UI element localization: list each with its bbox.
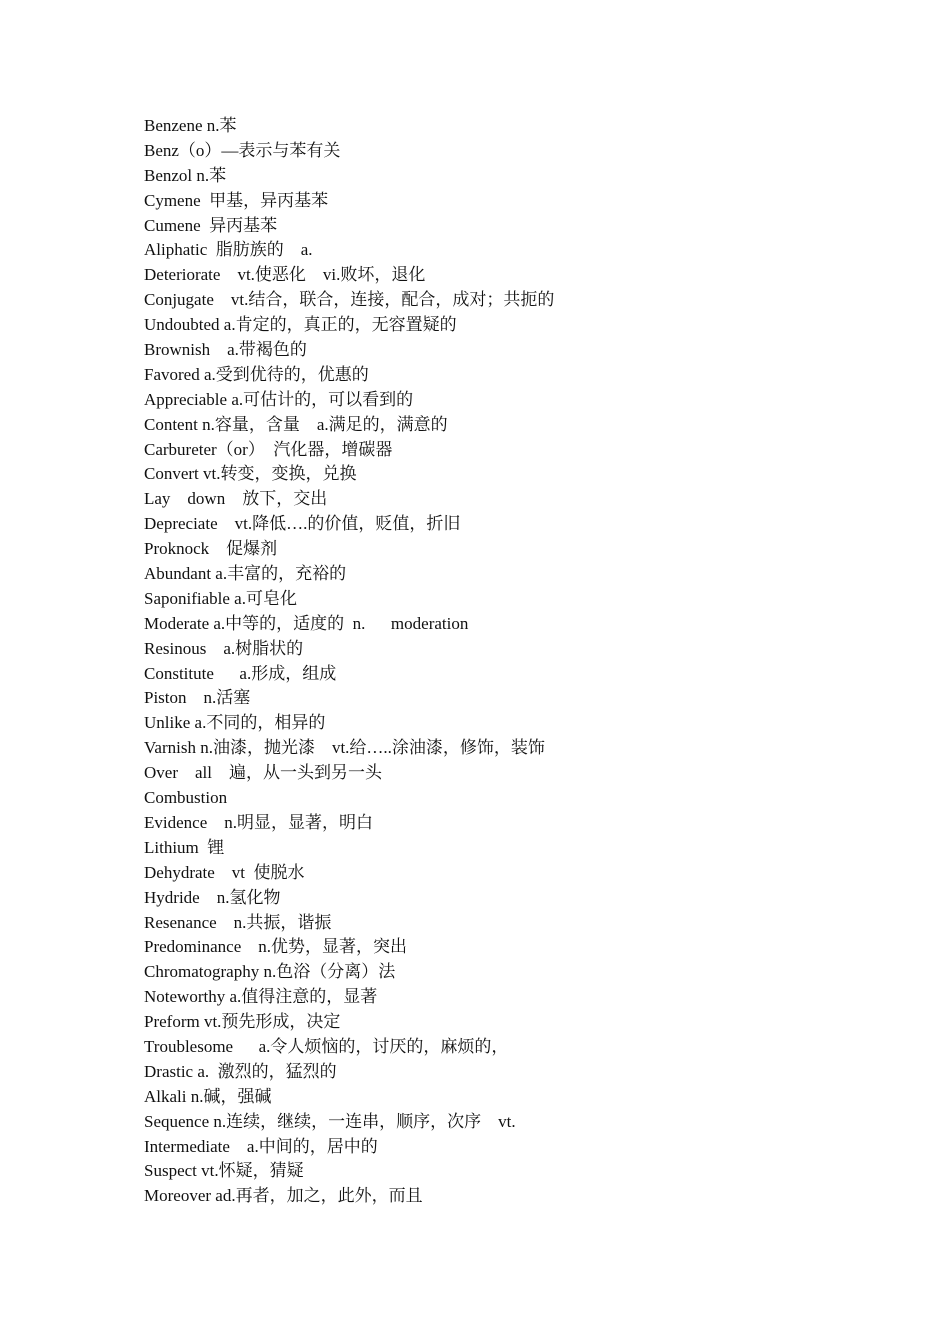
vocabulary-entry: Suspect vt.怀疑，猜疑 bbox=[144, 1161, 304, 1181]
vocabulary-entry: Hydride n.氢化物 bbox=[144, 887, 281, 907]
vocabulary-entry: Moreover ad.再者，加之，此外，而且 bbox=[144, 1186, 423, 1206]
vocabulary-entry: Saponifiable a.可皂化 bbox=[144, 588, 297, 608]
vocabulary-entry: Conjugate vt.结合，联合，连接，配合，成对；共扼的 bbox=[144, 290, 555, 310]
vocabulary-entry: Preform vt.预先形成，决定 bbox=[144, 1012, 341, 1032]
vocabulary-entry: Dehydrate vt 使脱水 bbox=[144, 862, 305, 882]
vocabulary-entry: Lithium 锂 bbox=[144, 837, 225, 857]
vocabulary-entry: Troublesome a.令人烦恼的，讨厌的，麻烦的， bbox=[144, 1036, 509, 1056]
vocabulary-list bbox=[144, 114, 904, 1209]
vocabulary-entry: Resenance n.共振，谐振 bbox=[144, 912, 332, 932]
vocabulary-entry: Cumene 异丙基苯 bbox=[144, 215, 278, 235]
vocabulary-entry: Intermediate a.中间的，居中的 bbox=[144, 1136, 378, 1156]
vocabulary-entry: Benzene n.苯 bbox=[144, 116, 237, 135]
vocabulary-entry: Evidence n.明显，显著，明白 bbox=[144, 812, 373, 832]
vocabulary-entry: Abundant a.丰富的，充裕的 bbox=[144, 564, 347, 584]
vocabulary-entry: Brownish a.带褐色的 bbox=[144, 340, 307, 360]
vocabulary-entry: Favored a.受到优待的，优惠的 bbox=[144, 364, 369, 384]
vocabulary-entry: Sequence n.连续，继续，一连串，顺序，次序 vt. bbox=[144, 1111, 516, 1131]
vocabulary-entry: Undoubted a.肯定的，真正的，无容置疑的 bbox=[144, 315, 457, 335]
vocabulary-entry: Aliphatic 脂肪族的 a. bbox=[144, 240, 313, 260]
vocabulary-entry: Moderate a.中等的，适度的 n. moderation bbox=[144, 613, 469, 633]
vocabulary-entry: Alkali n.碱，强碱 bbox=[144, 1086, 272, 1106]
vocabulary-entry: Content n.容量，含量 a.满足的，满意的 bbox=[144, 414, 448, 434]
vocabulary-entry: Appreciable a.可估计的，可以看到的 bbox=[144, 389, 414, 409]
vocabulary-entry: Drastic a. 激烈的，猛烈的 bbox=[144, 1061, 337, 1081]
vocabulary-entry: Unlike a.不同的，相异的 bbox=[144, 713, 326, 733]
vocabulary-entry: Over all 遍，从一头到另一头 bbox=[144, 763, 382, 783]
vocabulary-entry: Convert vt.转变，变换，兑换 bbox=[144, 464, 357, 484]
vocabulary-entry: Constitute a.形成，组成 bbox=[144, 663, 337, 683]
vocabulary-entry: Carbureter（or） 汽化器，增碳器 bbox=[144, 439, 393, 459]
vocabulary-entry: Cymene 甲基，异丙基苯 bbox=[144, 190, 329, 210]
vocabulary-entry: Varnish n.油漆，抛光漆 vt.给…..涂油漆，修饰，装饰 bbox=[144, 738, 545, 758]
vocabulary-entry: Lay down 放下，交出 bbox=[144, 489, 328, 509]
vocabulary-entry: Combustion bbox=[144, 788, 228, 808]
vocabulary-entry: Benz（o）—表示与苯有关 bbox=[144, 140, 341, 160]
vocabulary-entry: Resinous a.树脂状的 bbox=[144, 638, 304, 658]
vocabulary-entry: Deteriorate vt.使恶化 vi.败坏，退化 bbox=[144, 265, 426, 285]
vocabulary-entry: Proknock 促爆剂 bbox=[144, 539, 278, 559]
vocabulary-entry: Noteworthy a.值得注意的，显著 bbox=[144, 987, 378, 1007]
vocabulary-entry: Predominance n.优势，显著，突出 bbox=[144, 937, 407, 957]
vocabulary-entry: Chromatography n.色浴（分离）法 bbox=[144, 962, 396, 982]
vocabulary-entry: Piston n.活塞 bbox=[144, 688, 251, 708]
vocabulary-entry: Benzol n.苯 bbox=[144, 165, 227, 185]
vocabulary-entry: Depreciate vt.降低….的价值，贬值，折旧 bbox=[144, 514, 461, 534]
